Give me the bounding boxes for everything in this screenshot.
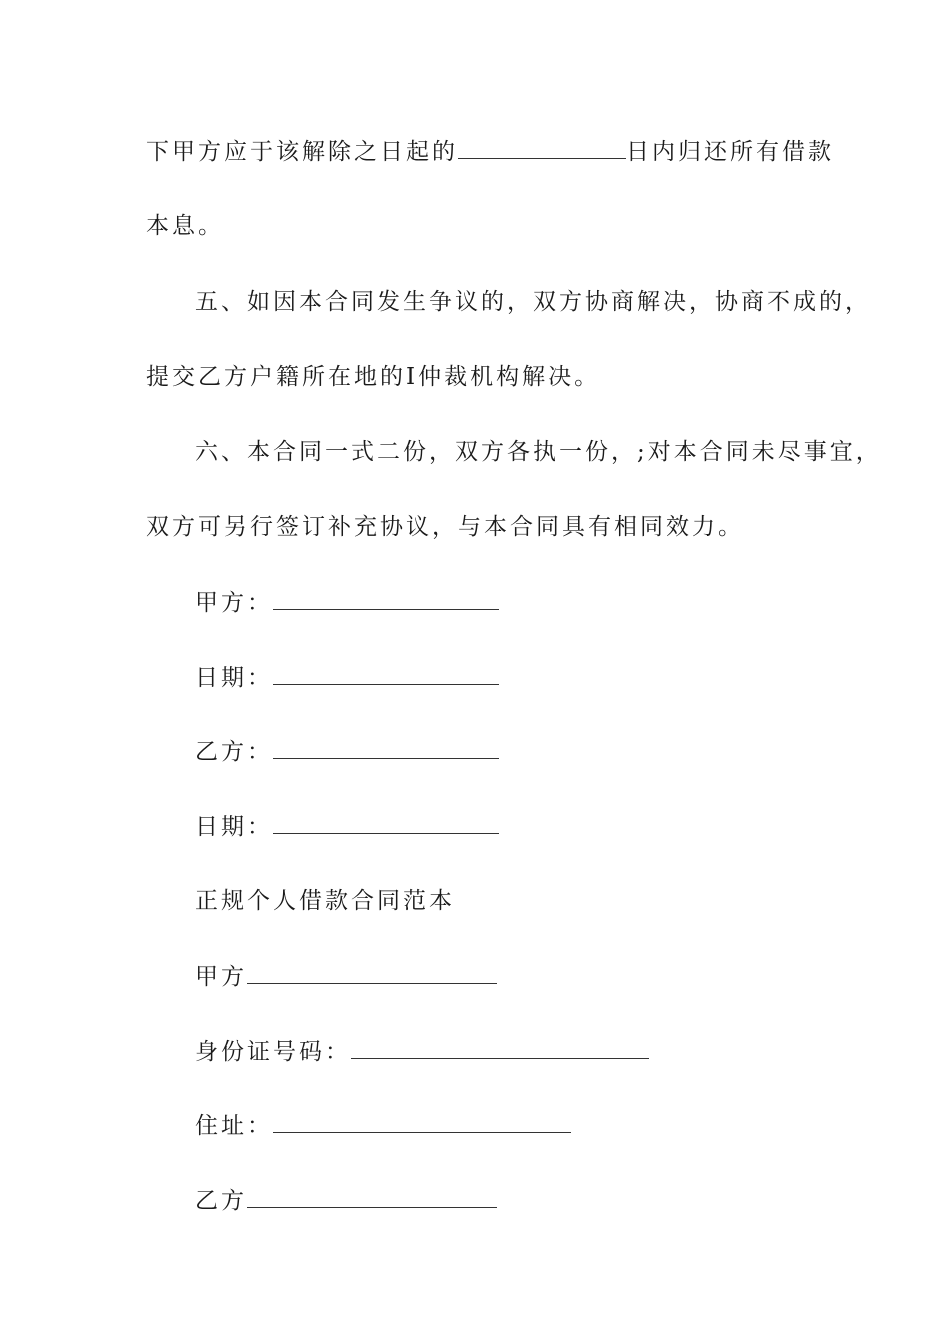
party-a-label-2: 甲方 bbox=[195, 964, 247, 990]
id-number-label: 身份证号码： bbox=[195, 1039, 351, 1065]
party-b-label: 乙方： bbox=[195, 739, 273, 765]
date-row-2 bbox=[195, 811, 499, 842]
date-row-1 bbox=[195, 662, 499, 693]
party-a-signature-row bbox=[195, 587, 499, 618]
paragraph-4-line-1 bbox=[146, 136, 834, 167]
party-a-row-2 bbox=[195, 961, 497, 992]
date-blank-1[interactable] bbox=[273, 662, 499, 685]
party-b-signature-row bbox=[195, 736, 499, 767]
party-b-blank-2[interactable] bbox=[247, 1185, 497, 1208]
section-title: 正规个人借款合同范本 bbox=[195, 888, 455, 914]
party-b-blank[interactable] bbox=[273, 736, 499, 759]
party-b-row-2 bbox=[195, 1185, 497, 1216]
party-b-label-2: 乙方 bbox=[195, 1188, 247, 1214]
date-label-1: 日期： bbox=[195, 665, 273, 691]
address-blank[interactable] bbox=[273, 1110, 571, 1133]
clause-5-line-2: 提交乙方户籍所在地的I仲裁机构解决。 bbox=[146, 364, 601, 390]
days-blank[interactable] bbox=[458, 136, 626, 159]
id-number-row bbox=[195, 1036, 649, 1067]
clause-6-line-1: 六、本合同一式二份，双方各执一份，;对本合同未尽事宜， bbox=[195, 439, 882, 465]
party-a-blank[interactable] bbox=[273, 587, 499, 610]
party-a-blank-2[interactable] bbox=[247, 961, 497, 984]
party-a-label: 甲方： bbox=[195, 590, 273, 616]
date-label-2: 日期： bbox=[195, 814, 273, 840]
paragraph-4-line-2: 本息。 bbox=[146, 213, 224, 239]
id-number-blank[interactable] bbox=[351, 1036, 649, 1059]
date-blank-2[interactable] bbox=[273, 811, 499, 834]
paragraph-4-text-before-blank: 下甲方应于该解除之日起的 bbox=[146, 139, 458, 165]
paragraph-4-text-after-blank: 日内归还所有借款 bbox=[626, 139, 834, 165]
clause-5-line-1: 五、如因本合同发生争议的，双方协商解决，协商不成的， bbox=[195, 289, 871, 315]
clause-6-line-2: 双方可另行签订补充协议，与本合同具有相同效力。 bbox=[146, 514, 744, 540]
address-label: 住址： bbox=[195, 1113, 273, 1139]
address-row bbox=[195, 1110, 571, 1141]
